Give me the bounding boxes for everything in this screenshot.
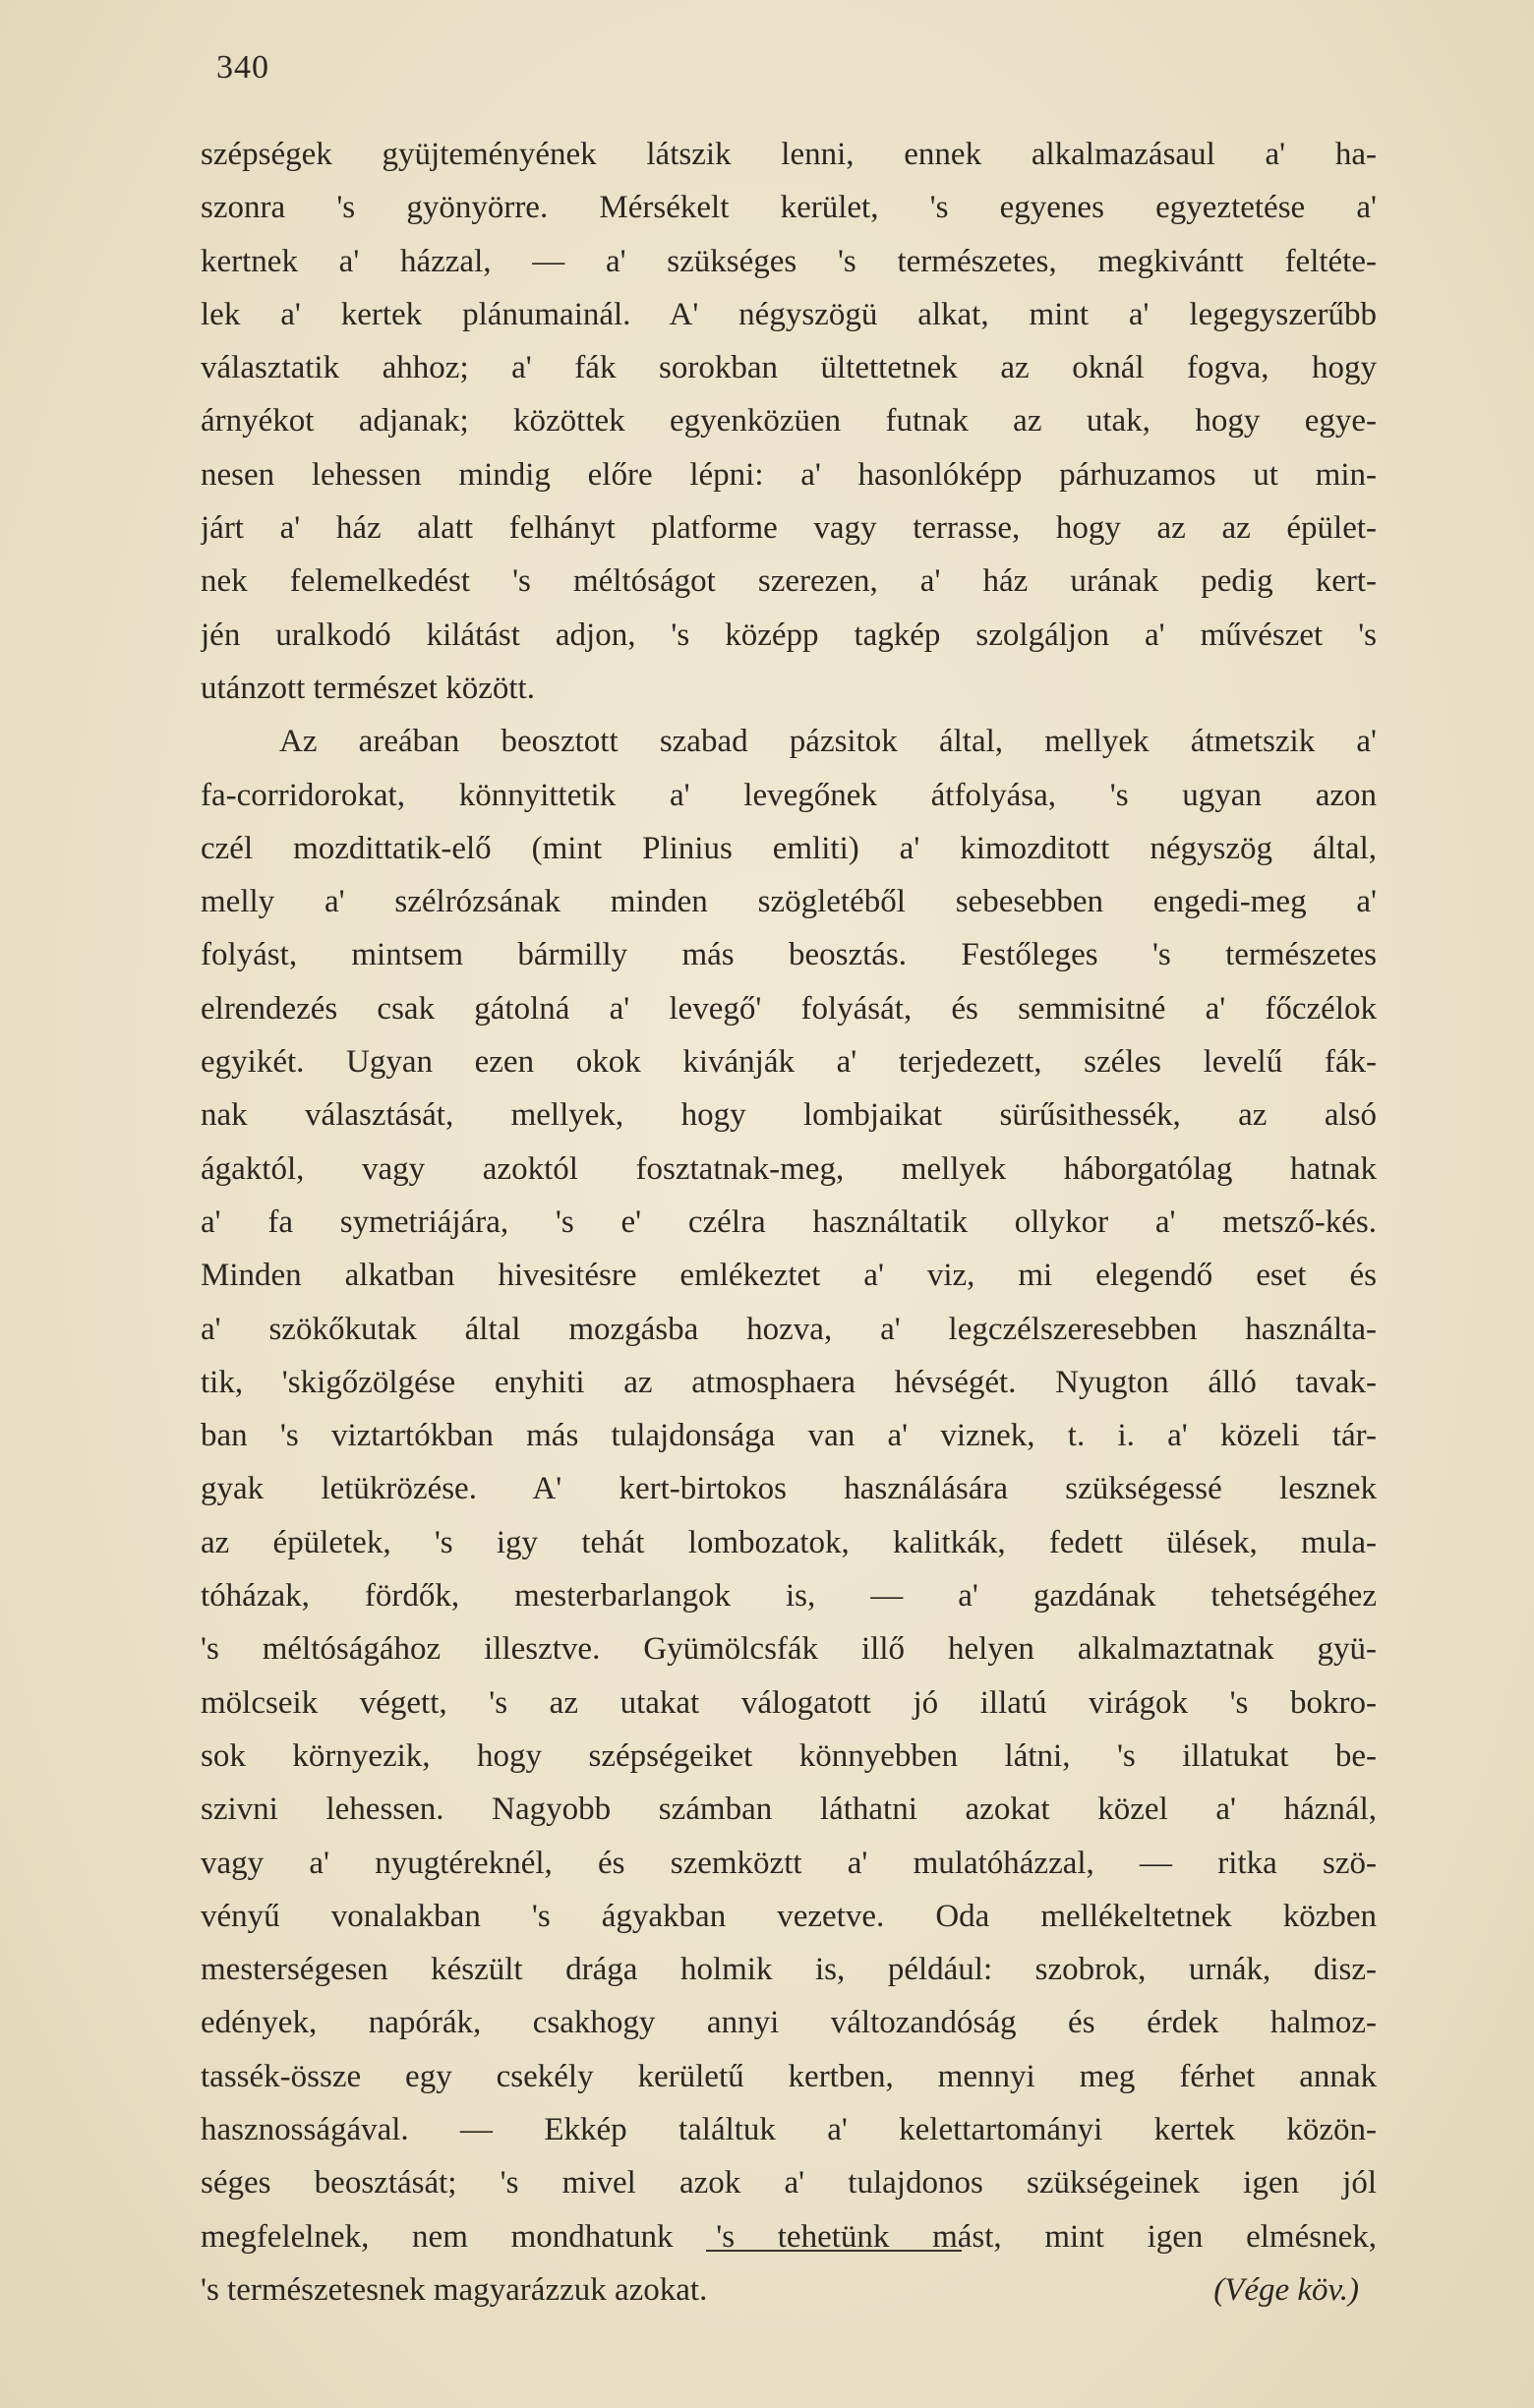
text-line: szépségek gyüjteményének látszik lenni, ennek alkalmazásaul a' ha- (201, 137, 1377, 172)
text-line: lek a' kertek plánumainál. A' négyszögü alkat, mint a' legegyszerűbb (201, 296, 1377, 332)
text-line: sok környezik, hogy szépségeiket könnyebben látni, 's illatukat be- (201, 1737, 1377, 1774)
text-line: utánzott természet között. (201, 670, 535, 706)
text-line: jén uralkodó kilátást adjon, 's középp tagkép szolgáljon a' művészet 's (201, 617, 1377, 653)
text-line: mesterségesen készült drága holmik is, például: szobrok, urnák, disz- (201, 1952, 1377, 1988)
text-line: melly a' szélrózsának minden szögletéből sebesebben engedi-meg a' (201, 884, 1377, 920)
text-line: ban 's viztartókban más tulajdonsága van a' viznek, t. i. a' közeli tár- (201, 1418, 1377, 1454)
text-line: séges beosztását; 's mivel azok a' tulajdonos szükségeinek igen jól (201, 2165, 1377, 2202)
text-line: Minden alkatban hivesitésre emlékeztet a' viz, mi elegendő eset és (201, 1258, 1377, 1294)
text-line: nesen lehessen mindig előre lépni: a' hasonlóképp párhuzamos ut min- (201, 456, 1377, 493)
final-line (201, 2263, 1377, 2317)
text-line: szivni lehessen. Nagyobb számban láthatni azokat közel a' háznál, (201, 1791, 1377, 1828)
text-line: kertnek a' házzal, — a' szükséges 's természetes, megkivántt feltéte- (201, 243, 1377, 279)
paragraph-2 (201, 715, 1377, 2263)
text-line: Az areában beosztott szabad pázsitok által, mellyek átmetszik a' (279, 724, 1377, 760)
text-line: fa-corridorokat, könnyittetik a' levegőnek átfolyása, 's ugyan azon (201, 777, 1377, 813)
text-line: edények, napórák, csakhogy annyi változandóság és érdek halmoz- (201, 2005, 1377, 2041)
page-number: 340 (216, 49, 269, 86)
text-line: gyak letükrözése. A' kert-birtokos használására szükségessé lesznek (201, 1471, 1377, 1507)
text-line: tóházak, fördők, mesterbarlangok is, — a' gazdának tehetségéhez (201, 1578, 1377, 1615)
text-line: a' fa symetriájára, 's e' czélra használtatik ollykor a' metsző-kés. (201, 1204, 1377, 1240)
text-line: elrendezés csak gátolná a' levegő' folyását, és semmisitné a' főczélok (201, 990, 1377, 1027)
text-line: nek felemelkedést 's méltóságot szerezen, a' ház urának pedig kert- (201, 563, 1377, 600)
text-line: czél mozdittatik-elő (mint Plinius emliti) a' kimozditott négyszög által, (201, 830, 1377, 866)
text-line: folyást, mintsem bármilly más beosztás. Festőleges 's természetes (201, 937, 1377, 973)
text-line: hasznosságával. — Ekkép találtuk a' kelettartományi kertek közön- (201, 2111, 1377, 2147)
end-rule (706, 2250, 962, 2252)
text-line: árnyékot adjanak; közöttek egyenközüen futnak az utak, hogy egye- (201, 403, 1377, 440)
text-line: mölcseik végett, 's az utakat válogatott jó illatú virágok 's bokro- (201, 1684, 1377, 1721)
text-line: ágaktól, vagy azoktól fosztatnak-meg, mellyek háborgatólag hatnak (201, 1150, 1377, 1187)
article-text (201, 128, 1377, 2317)
text-line: járt a' ház alatt felhányt platforme vagy terrasse, hogy az az épület- (201, 510, 1377, 547)
text-line: 's méltóságához illesztve. Gyümölcsfák illő helyen alkalmaztatnak gyü- (201, 1631, 1377, 1668)
text-line: tassék-össze egy csekély kerületű kertben, mennyi meg férhet annak (201, 2058, 1377, 2094)
text-line: tik, 'skigőzölgése enyhiti az atmosphaera hévségét. Nyugton álló tavak- (201, 1364, 1377, 1400)
final-line-text: 's természetesnek magyarázzuk azokat. (201, 2271, 708, 2308)
paragraph-1 (201, 128, 1377, 715)
text-line: egyikét. Ugyan ezen okok kivánják a' terjedezett, széles levelű fák- (201, 1044, 1377, 1081)
text-line: nak választását, mellyek, hogy lombjaikat sürűsithessék, az alsó (201, 1097, 1377, 1134)
continuation-note: (Vége köv.) (1213, 2271, 1359, 2308)
text-line: megfelelnek, nem mondhatunk 's tehetünk mást, mint igen elmésnek, (201, 2218, 1377, 2255)
text-line: vényű vonalakban 's ágyakban vezetve. Oda mellékeltetnek közben (201, 1898, 1377, 1934)
text-line: vagy a' nyugtéreknél, és szemköztt a' mulatóházzal, — ritka szö- (201, 1845, 1377, 1881)
text-line: szonra 's gyönyörre. Mérsékelt kerület, 's egyenes egyeztetése a' (201, 190, 1377, 226)
text-line: választatik ahhoz; a' fák sorokban ültettetnek az oknál fogva, hogy (201, 350, 1377, 386)
text-line: az épületek, 's igy tehát lombozatok, kalitkák, fedett ülések, mula- (201, 1524, 1377, 1560)
text-line: a' szökőkutak által mozgásba hozva, a' legczélszeresebben használta- (201, 1311, 1377, 1347)
